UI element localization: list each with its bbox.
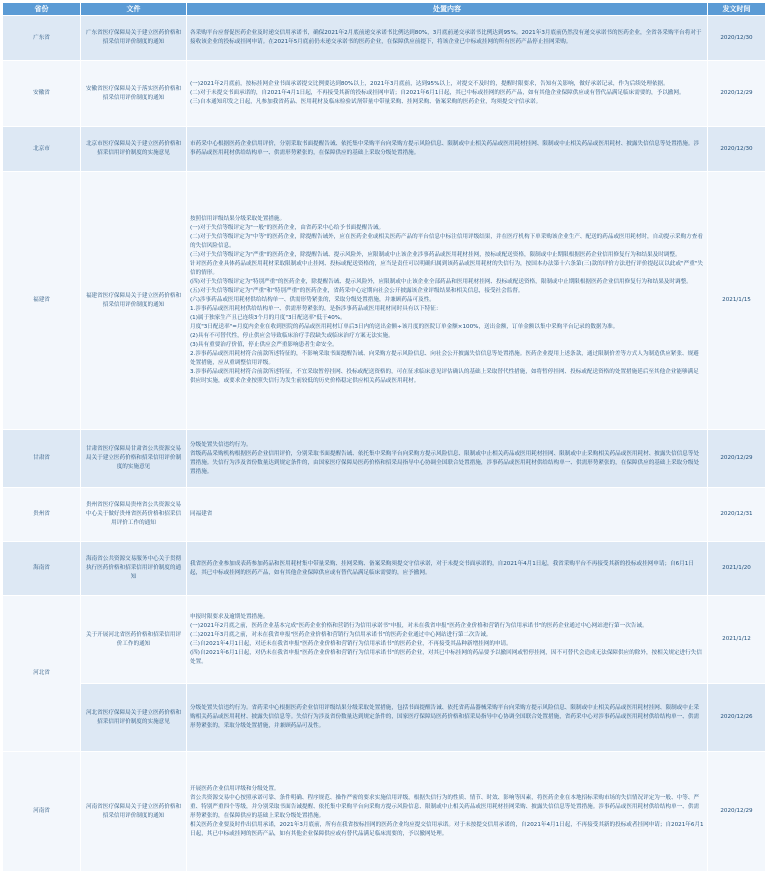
table-header-row (3, 3, 766, 16)
header-content: 处置内容 (187, 3, 708, 16)
province-cell: 北京市 (3, 127, 81, 172)
content-cell (187, 16, 708, 61)
province-cell: 甘肃省 (3, 430, 81, 488)
content-cell (187, 61, 708, 127)
content-line: (3)具有重要治疗价值，停止供应会严重影响患者生命安全。 (190, 342, 338, 348)
content-line: (1)属于独家生产且已连续3个月的月度"3日配送率"低于40%。 (190, 315, 346, 321)
header-province: 省份 (3, 3, 81, 16)
document-cell: 北京市医疗保障局关于建立医药价格和招采信用评价制度的实施意见 (81, 127, 187, 172)
content-line: (2)具有不可替代性，停止供应会导致临床治疗手段缺失或临床治疗方案无法实施。 (190, 333, 394, 339)
content-line: (二)对于失信等级评定为"中等"的医药企业，除提醒告诫外，应在医药企业或相关医药产品的平台信息中标注信用评级结果，并在医疗机构下单采购该企业生产、配送的药品或医用耗材时，自动提示采购方查看的失信风险信息。 (190, 234, 703, 249)
content-cell (187, 542, 708, 596)
content-line: 市药采中心根据医药企业信用评价，分别采取书面提醒告诫、依托集中采购平台向采购方提示风险信息、限制或中止相关药品或医用耗材挂网、限制或中止相关药品或医用耗材、披露失信信息等处置措施。涉事药品或医用耗材供给结构单一、供需形势紧张的，在保障供应的基础上采取分级处置措施。 (190, 141, 700, 156)
content-line: (一)对于失信等级评定为"一般"的医药企业，由省药采中心给予书面提醒告诫。 (190, 225, 385, 231)
content-line: 分级处置失信违约行为。 (190, 441, 252, 448)
content-line: 同福建省 (190, 511, 213, 517)
province-cell: 河南省 (3, 752, 81, 872)
province-cell: 福建省 (3, 172, 81, 430)
content-line: 2.涉事药品或医用耗材符合前款所述特征的，不影响采取书面提醒告诫、向采购方提示风险信息、向社会公开披露失信信息等处置措施。医药企业提用上述条款，通过限制价差等方式人为制造供应紧张、规避处置措施，应从重调整信用评级。 (190, 351, 699, 366)
content-line: (六)涉事药品或医用耗材供给结构单一、供需形势紧张的，采取分级处置措施，并兼顾药品可及性。 (190, 297, 435, 303)
date-cell: 2020/12/31 (708, 488, 766, 542)
content-cell (187, 596, 708, 684)
date-cell: 2020/12/29 (708, 752, 766, 872)
content-line: (四)自2021年6月1日起，对仍未在我省申报"医药企业价格和营销行为信用承诺书"的医药企业，对其已中标挂网的药品要予以撤回网或暂停挂网，因不可替代会造成无法保障供应的除外，按相关规定进行失信处置。 (190, 649, 702, 665)
content-cell (187, 752, 708, 872)
date-cell: 2020/12/29 (708, 430, 766, 488)
content-line: 开展医药企业信用评级和分级处置。 (190, 785, 280, 792)
content-line: 省公共资源交易中心按照承诺可靠、条件明确、程序规范、操作严密的要求实施信用评级，根据失信行为的性质、情节、时效、影响等因素，将医药企业在本地招标采购市场的失信情况评定为一般、中等、严重、特别严重四个等级，并分别采取书面告诫提醒、依托集中采购平台向采购方提示风险信息、限制或中止相关药品或医用耗材挂网采购、披露失信信息等处置措施。涉事药品或医用耗材供给结构单一、供需形势紧张的，在保障供应的基础上采取分级处置措施。 (190, 794, 700, 819)
province-cell: 安徽省 (3, 61, 81, 127)
content-line: 月度"3日配送率"=月度内企业在收到医院的药品或医用耗材订单后3日内的送出金额÷该月度的医院订单金额×100%，送出金额，订单金额以集中采购平台记录的数据为准。 (190, 324, 619, 330)
content-line: 各采购平台应督促医药企业及时递交信用承诺书，确保2021年2月底前递交承诺书比例达到80%，3月底前递交承诺书比例达到95%。2021年3月底前仍然没有递交承诺书的医药企业，全省各采购平台将对于接收该企业的投标或挂网申请。在2021年5月底前仍未递交承诺书的医药企业，在保障供应前提下，将该企业已中标或挂网的所有医药产品停止挂网采购。 (190, 30, 702, 45)
table-row (3, 127, 766, 172)
province-cell: 河北省 (3, 596, 81, 752)
document-cell: 河北省医疗保障局关于建立医药价格和招采信用评价制度的实施意见 (81, 684, 187, 752)
content-line: (二)对于未提交书面承诺的，自2021年4月1日起，不再接受其新的投标或挂网申请；自2021年6月1日起，其已中标或挂网的医药产品，如有其他企业保障供应或有替代品满足临床需要的，予以撤网。 (190, 90, 685, 96)
header-document: 文件 (81, 3, 187, 16)
province-cell: 广东省 (3, 16, 81, 61)
content-line: (五)对于失信等级评定为"严重"和"特别严重"的医药企业，省药采中心定期向社会公开披露该企业评级结果和相关信息，接受社会监督。 (190, 288, 524, 294)
content-line: 相关医药企业要及时作出信用承诺，2021年3月底前，所有在我省按标挂网的医药企业均应提交信用承诺。对于未按提交信用承诺的，自2021年4月1日起，不再接受其新的投标或者挂网申请；自2021年6月1日起，其已中标或挂网的医药产品，如有其他企业保障供应或有替代品满足临床需要的，予以撤网处理。 (190, 821, 704, 837)
table-row (3, 61, 766, 127)
policy-table (2, 2, 766, 872)
date-cell: 2021/1/12 (708, 596, 766, 684)
province-cell: 海南省 (3, 542, 81, 596)
date-cell: 2021/1/15 (708, 172, 766, 430)
document-cell: 广东省医疗保障局关于建立医药价格和招采信用评价制度的通知 (81, 16, 187, 61)
content-cell (187, 684, 708, 752)
document-cell: 河南省医疗保障局关于建立医药价格和招采信用评价制度的通知 (81, 752, 187, 872)
date-cell: 2020/12/30 (708, 127, 766, 172)
table-row (3, 542, 766, 596)
content-line: (四)对于失信等级评定为"特别严重"的医药企业，除提醒告诫、提示风险外，应限制或中止该企业全部药品和医用耗材挂网、投标或配送资格，限制或中止期限根据医药企业信用修复行为和结果及时调整。 (190, 279, 692, 285)
table-row (3, 684, 766, 752)
content-line: (三)自2021年4月1日起，对还未在我省申报"医药企业价格和营销行为信用承诺书"的医药企业，不再接受其品种新增挂网的申请。 (190, 640, 512, 647)
date-cell: 2020/12/26 (708, 684, 766, 752)
header-date: 发文时间 (708, 3, 766, 16)
content-line: 按照信用评级结果分级采取处置措施。 (190, 216, 286, 222)
content-line: 针对医药企业具体药品或医用耗材采取限制或中止挂网、投标或配送资格的，应当是责任可以明确归属到该药品或医用耗材的失信行为，按国本办法第十六条第(三)款的评价方法进行评价提起议以此或"严重"失信的情形。 (190, 261, 703, 276)
content-line: (一)2021年2月底之前，医药企业基本完成"医药企业价格和营销行为信用承诺书"申报，对未在我省申报"医药企业价格和营销行为信用承诺书"的医药企业通过中心网站进行第一次告诫。 (190, 622, 648, 629)
document-cell: 贵州省医疗保障局贵州省公共资源交易中心关于做好贵州省医药价格和招采信用评价工作的通知 (81, 488, 187, 542)
province-cell: 贵州省 (3, 488, 81, 542)
table-row (3, 488, 766, 542)
date-cell: 2020/12/30 (708, 16, 766, 61)
content-line: (三)对于失信等级评定为"严重"的医药企业，除提醒告诫、提示风险外，应限制或中止该企业涉事药品或医用耗材挂网，按标或配送资格，限制或中止期限根据医药企业信用修复行为和结果及时调整。 (190, 252, 681, 258)
document-cell: 关于开展河北省医药价格和招采信用评价工作的通知 (81, 596, 187, 684)
date-cell: 2020/12/29 (708, 61, 766, 127)
table-row (3, 172, 766, 430)
content-line: 分级处置失信违约行为。省药采中心根据医药企业信用评级结果分级采取处置措施，包括书面提醒告诫、依托省药品器械采购平台向采购方提示风险信息、限制或中止相关药品或医用耗材挂网、限制或中止采购相关药品或医用耗材、披露失信信息等。失信行为涉及省份数量达到规定条件的，国家医疗保障局医药价格和招采局指导中心协调全国联合处置措施，省药采中心对涉事药品或医用耗材供给结构单一、供需形势紧张的，采取分级处置措施，并兼顾药品可及性。 (190, 705, 700, 729)
content-cell (187, 127, 708, 172)
content-line: (三)自本通知印发之日起，凡参加我省药品、医用耗材及临床检验试剂带量中带量采购、挂网采购、备案采购的医药企业，均须提交守信承诺。 (190, 99, 542, 105)
content-cell (187, 488, 708, 542)
content-line: (二)2021年3月底之前，对未在我省申报"医药企业价格和营销行为信用承诺书"的医药企业通过中心网站进行第二次告诫。 (190, 631, 492, 638)
content-line: 申报时限要求及逾期处置措施。 (190, 613, 269, 620)
content-line: 省级药品采购机构根据医药企业信用评价，分别采取书面提醒告诫、依托集中采购平台向采购方提示风险信息、限制或中止相关药品或医用耗材挂网、限制或中止采购相关药品或医用耗材、披露失信信息等处置措施。失信行为涉及省份数量达到规定条件的，由国家医疗保障局医药价格和招采局指导中心协调全国联合处置措施，涉事药品或医用耗材供给结构单一、供需形势紧张的，在保障供应的基础上采取分级处置措施。 (190, 450, 700, 475)
content-line: 我省医药企业参加成表药参加药品和医用耗材集中带量采购、挂网采购、备案采购须提交守信承诺，对于未提交书面承诺的，自2021年4月1日起，我省采购平台不再接受其新的投标或挂网申请；自6月1日起，其已中标或挂网的医药产品，如有其他企业保障供应或有替代品满足临床需要的，应予撤网。 (190, 560, 694, 576)
table-row (3, 430, 766, 488)
content-cell (187, 430, 708, 488)
table-row (3, 596, 766, 684)
document-cell: 福建省医疗保障局关于建立医药价格和招采信用评价制度的通知 (81, 172, 187, 430)
table-row (3, 752, 766, 872)
content-cell (187, 172, 708, 430)
date-cell: 2021/1/20 (708, 542, 766, 596)
content-line: (一)2021年2月底前，按标挂网企业书面承诺提交比例要达到80%以上，2021年3月底前，达到95%以上，对提交不及时的，提醒时限要求，告知有关影响，做好承诺记录，作为后续处理依据。 (190, 81, 669, 87)
content-line: 3.涉事药品或医用耗材符合前款所述特征，不宜采取暂停挂网、投标或配送资格的，可在征求临床意见评估确认的基础上采取替代性措施，如将暂停挂网、投标或配送资格的处置措施延后至其他企业能够满足供应时实施，或要求企业按照失信行为发生前较低的历史价格稳定供应相关药品或医用耗材。 (190, 369, 699, 384)
document-cell: 甘肃省医疗保障局甘肃省公共资源交易局关于建立医药价格和招采信用评价制度的实施意见 (81, 430, 187, 488)
document-cell: 海南省公共资源交易服务中心关于贯彻执行医药价格和招采信用评价制度的通知 (81, 542, 187, 596)
document-cell: 安徽省医疗保障局关于落实医药价格和招采信用评价制度的通知 (81, 61, 187, 127)
content-line: 1.涉事药品或医用耗材供给结构单一、供需形势紧张的，是指涉事药品或医用耗材同时具有以下特征： (190, 306, 442, 312)
table-row (3, 16, 766, 61)
